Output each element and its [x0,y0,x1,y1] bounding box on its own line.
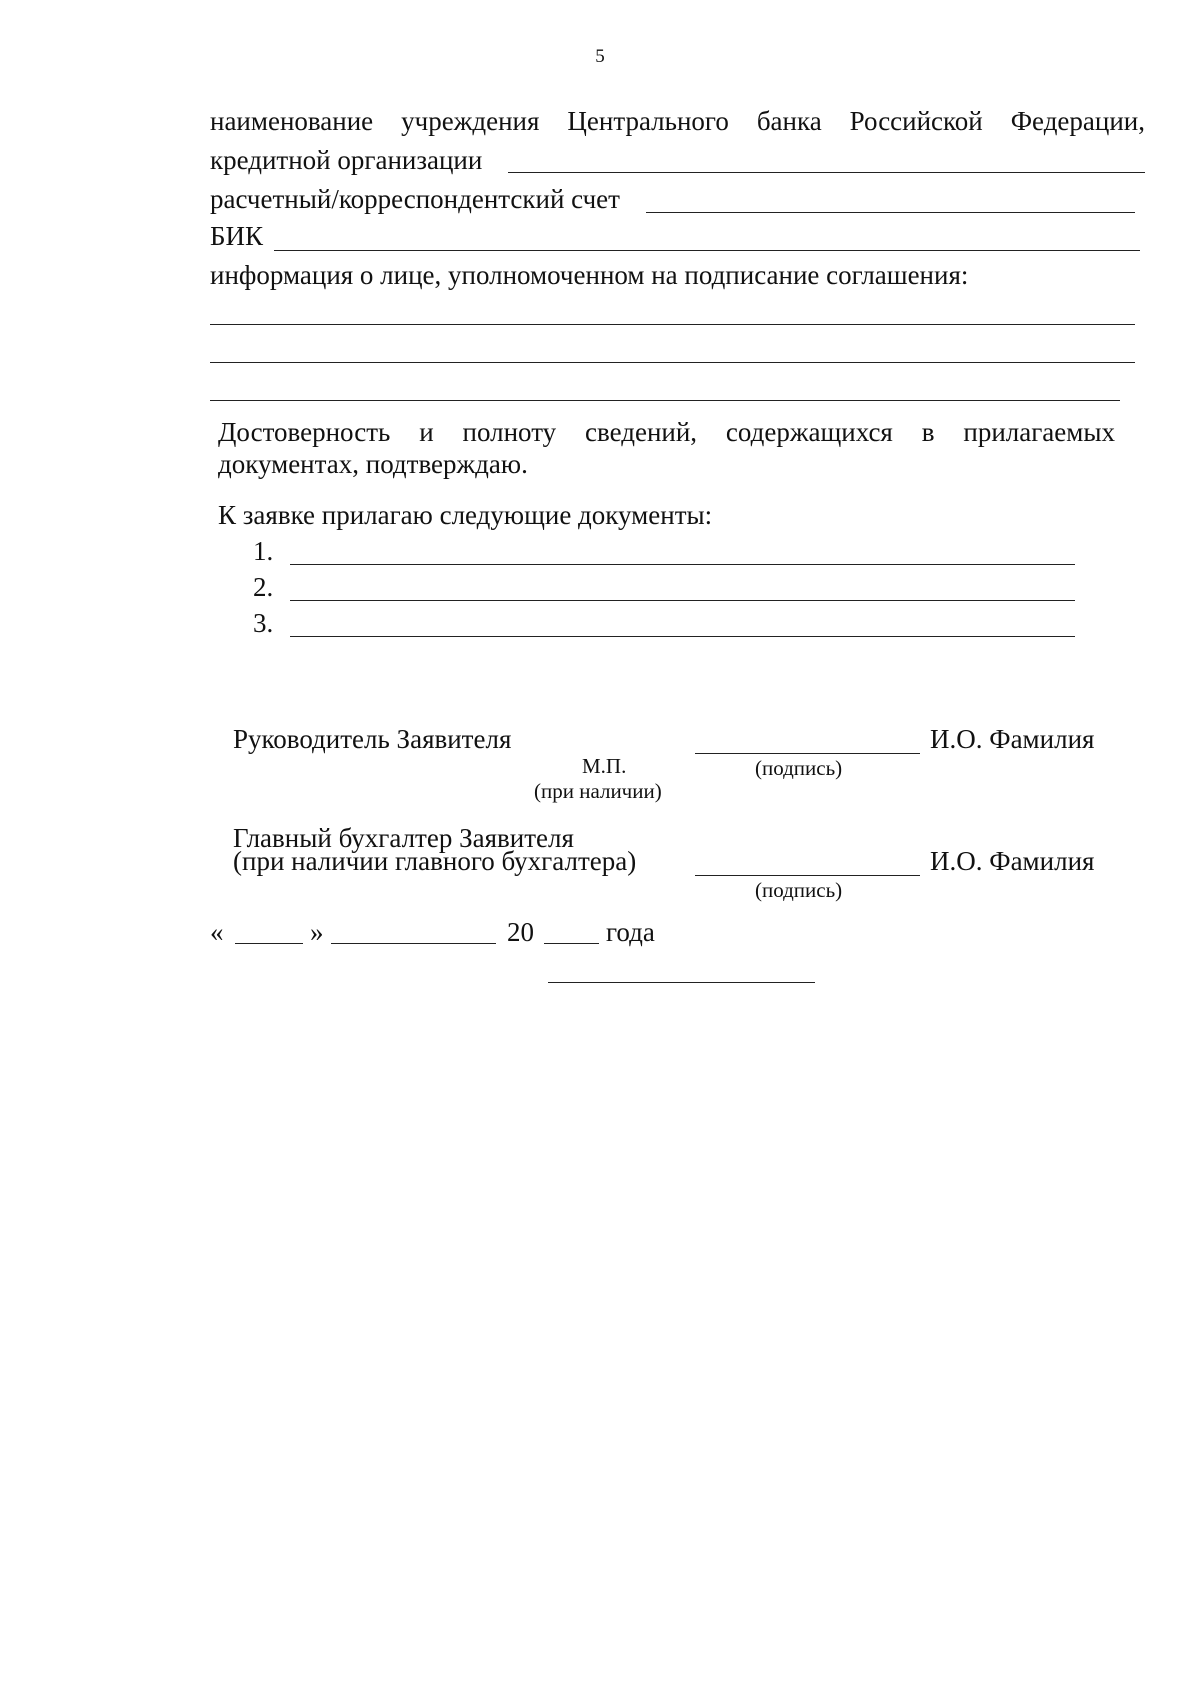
date-year-field[interactable] [544,943,599,944]
confirmation-line-1: Достоверность и полноту сведений, содержащихся в прилагаемых [218,417,1115,447]
head-label: Руководитель Заявителя [233,724,512,754]
accountant-signature-field[interactable] [695,875,920,876]
date-year-word: года [606,917,655,947]
stamp-note: (при наличии) [534,779,662,803]
date-day-field[interactable] [235,943,303,944]
date-close-quote: » [310,917,324,947]
attachment-number-2: 2. [253,572,274,602]
attachment-field-1[interactable] [290,564,1075,565]
stamp-label: М.П. [582,754,627,778]
confirmation-paragraph [218,416,1115,480]
accountant-name-placeholder: И.О. Фамилия [930,846,1095,876]
attachment-field-2[interactable] [290,600,1075,601]
signer-info-field-3[interactable] [210,400,1120,401]
head-signature-field[interactable] [695,753,920,754]
accountant-signature-caption: (подпись) [755,878,843,902]
account-label: расчетный/корреспондентский счет [210,184,620,214]
page-number: 5 [595,46,605,67]
head-name-placeholder: И.О. Фамилия [930,724,1095,754]
confirmation-line-2: документах, подтверждаю. [218,449,528,479]
account-field[interactable] [646,212,1135,213]
attachments-heading: К заявке прилагаю следующие документы: [218,500,713,530]
attachment-number-3: 3. [253,608,274,638]
attachment-number-1: 1. [253,536,274,566]
signer-info-field-2[interactable] [210,362,1135,363]
date-month-field[interactable] [331,943,496,944]
attachment-field-3[interactable] [290,636,1075,637]
head-signature-caption: (подпись) [755,756,843,780]
bank-name-line: наименование учреждения Центрального банка Российской Федерации, [210,106,1145,136]
accountant-label-line-1: Главный бухгалтер Заявителя [233,823,574,853]
signer-info-label: информация о лице, уполномоченном на подписание соглашения: [210,260,969,290]
bottom-separator [548,982,815,983]
bik-label: БИК [210,221,264,251]
signer-info-field-1[interactable] [210,324,1135,325]
bik-field[interactable] [274,250,1140,251]
accountant-label-line-2: (при наличии главного бухгалтера) [233,846,637,876]
credit-organization-label: кредитной организации [210,145,483,175]
credit-organization-field[interactable] [508,172,1145,173]
date-open-quote: « [210,917,224,947]
date-century: 20 [507,917,534,947]
